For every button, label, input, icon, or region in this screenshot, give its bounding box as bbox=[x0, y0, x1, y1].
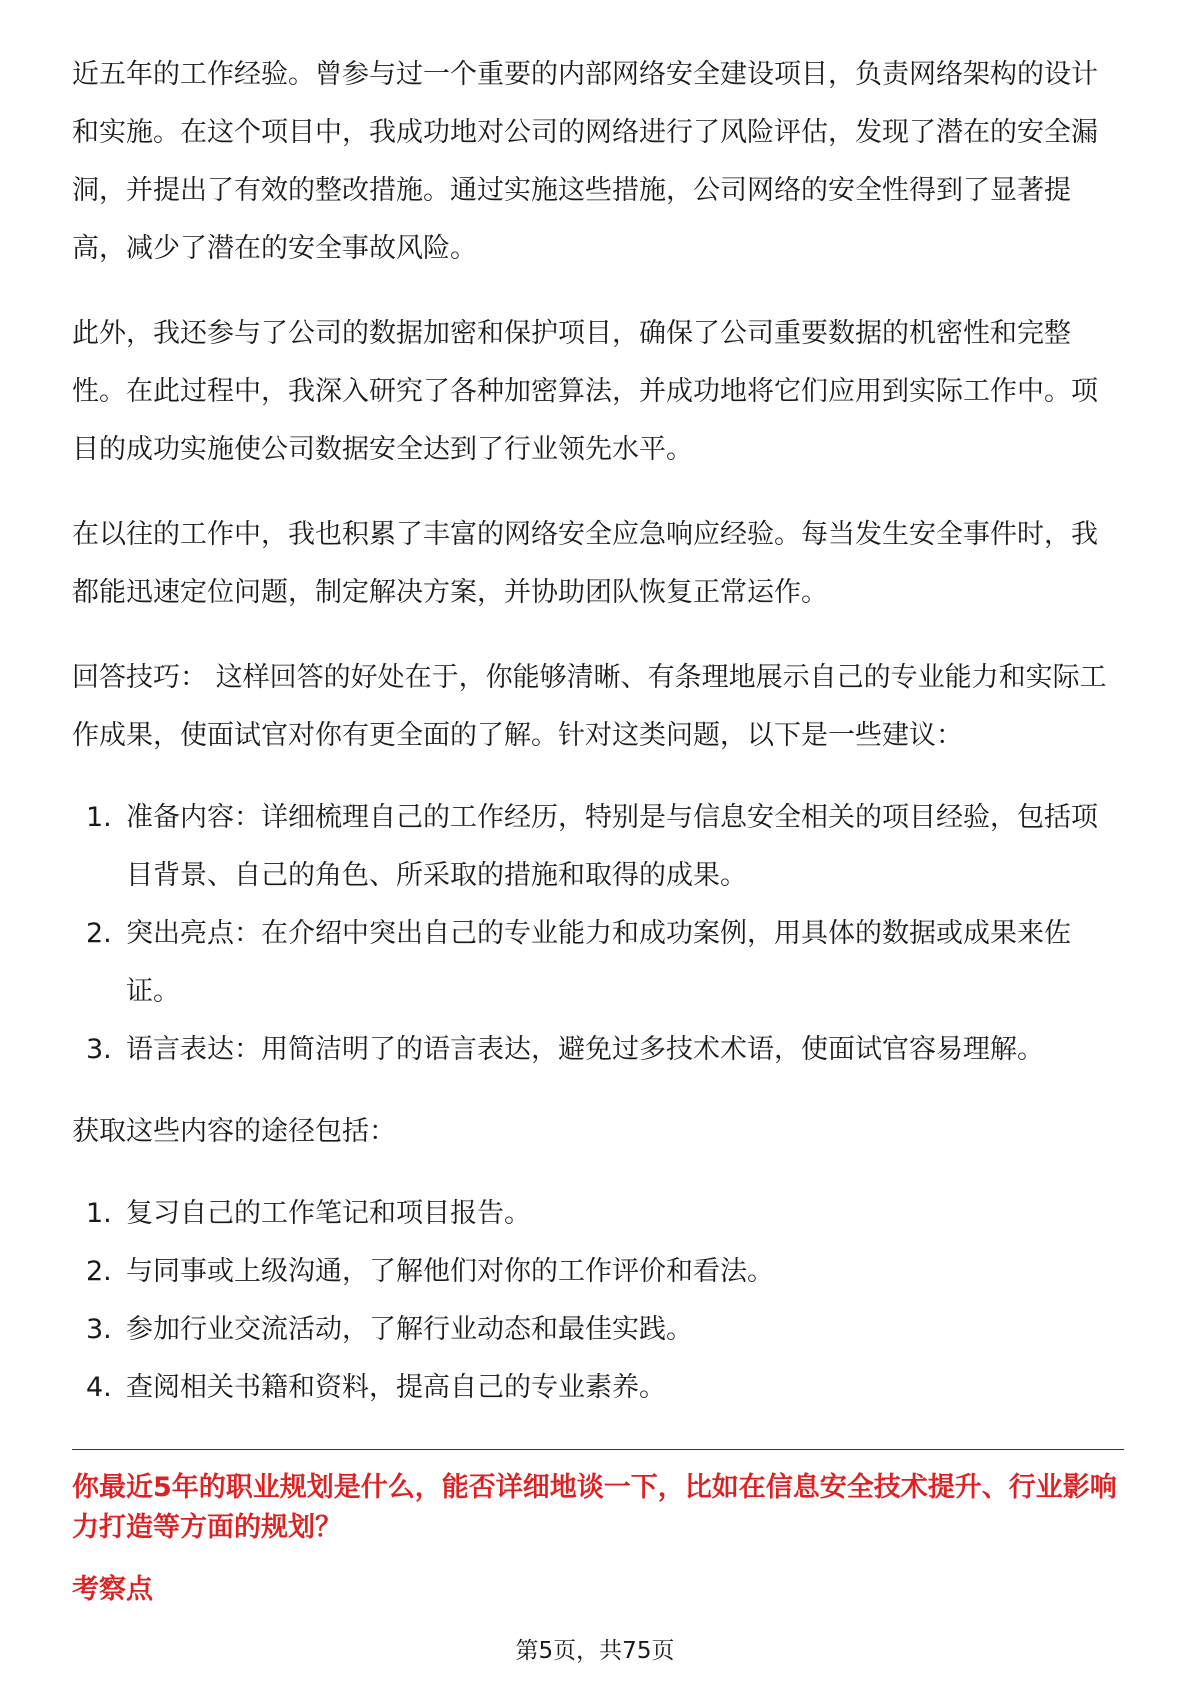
paragraph-incident-response: 在以往的工作中，我也积累了丰富的网络安全应急响应经验。每当发生安全事件时，我都能迅速定位问题，制定解决方案，并协助团队恢复正常运作。 bbox=[72, 519, 1098, 608]
list-number: 2. bbox=[86, 918, 112, 949]
list-item bbox=[72, 789, 1124, 905]
list-item-text: 参加行业交流活动，了解行业动态和最佳实践。 bbox=[126, 1314, 693, 1345]
list-item bbox=[72, 1301, 1124, 1359]
question-heading: 你最近5年的职业规划是什么，能否详细地谈一下，比如在信息安全技术提升、行业影响力打造等方面的规划？ bbox=[72, 1472, 1117, 1543]
list-number: 1. bbox=[86, 1198, 112, 1229]
list-item bbox=[72, 1359, 1124, 1417]
document-page bbox=[72, 46, 1124, 1610]
sources-intro: 获取这些内容的途径包括： bbox=[72, 1116, 396, 1147]
list-item bbox=[72, 1185, 1124, 1243]
tips-list bbox=[72, 789, 1124, 1079]
list-item-text: 查阅相关书籍和资料，提高自己的专业素养。 bbox=[126, 1372, 666, 1403]
subheading-assessment-points: 考察点 bbox=[72, 1574, 153, 1605]
list-item-text: 突出亮点：在介绍中突出自己的专业能力和成功案例，用具体的数据或成果来佐证。 bbox=[126, 918, 1071, 1007]
list-number: 1. bbox=[86, 802, 112, 833]
sources-list bbox=[72, 1185, 1124, 1417]
list-item-text: 与同事或上级沟通，了解他们对你的工作评价和看法。 bbox=[126, 1256, 774, 1287]
list-item-text: 语言表达：用简洁明了的语言表达，避免过多技术术语，使面试官容易理解。 bbox=[126, 1034, 1044, 1065]
page-footer: 第5页，共75页 bbox=[515, 1638, 675, 1664]
list-item-text: 准备内容：详细梳理自己的工作经历，特别是与信息安全相关的项目经验，包括项目背景、自己的角色、所采取的措施和取得的成果。 bbox=[126, 802, 1098, 891]
list-item bbox=[72, 1243, 1124, 1301]
paragraph-experience: 近五年的工作经验。曾参与过一个重要的内部网络安全建设项目，负责网络架构的设计和实施。在这个项目中，我成功地对公司的网络进行了风险评估，发现了潜在的安全漏洞，并提出了有效的整改措施。通过实施这些措施，公司网络的安全性得到了显著提高，减少了潜在的安全事故风险。 bbox=[72, 59, 1098, 264]
list-item bbox=[72, 905, 1124, 1021]
list-item bbox=[72, 1021, 1124, 1079]
list-number: 3. bbox=[86, 1034, 112, 1065]
list-number: 4. bbox=[86, 1372, 112, 1403]
list-number: 3. bbox=[86, 1314, 112, 1345]
paragraph-encryption: 此外，我还参与了公司的数据加密和保护项目，确保了公司重要数据的机密性和完整性。在此过程中，我深入研究了各种加密算法，并成功地将它们应用到实际工作中。项目的成功实施使公司数据安全达到了行业领先水平。 bbox=[72, 318, 1098, 465]
list-number: 2. bbox=[86, 1256, 112, 1287]
paragraph-answer-tips: 回答技巧： 这样回答的好处在于，你能够清晰、有条理地展示自己的专业能力和实际工作成果，使面试官对你有更全面的了解。针对这类问题，以下是一些建议： bbox=[72, 662, 1107, 751]
section-divider bbox=[72, 1449, 1124, 1450]
list-item-text: 复习自己的工作笔记和项目报告。 bbox=[126, 1198, 531, 1229]
